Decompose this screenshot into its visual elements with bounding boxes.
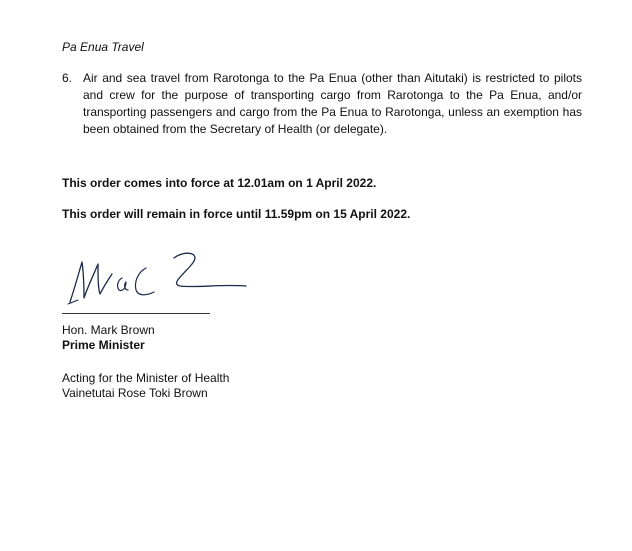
- acting-line: Acting for the Minister of Health: [62, 371, 230, 385]
- clause-text: Air and sea travel from Rarotonga to the Pa Enua (other than Aitutaki) is restricted to pilots and crew for the purpose of transporting cargo from Rarotonga to the Pa Enua, and/or transporting passengers and cargo from the Pa Enua to Rarotonga, unless an exemption has been obtained from the Secretary of Health (or delegate).: [83, 71, 582, 136]
- in-force-statement: This order comes into force at 12.01am on 1 April 2022.: [62, 176, 377, 190]
- remain-in-force-statement: This order will remain in force until 11.59pm on 15 April 2022.: [62, 207, 411, 221]
- signatory-name: Hon. Mark Brown: [62, 323, 155, 337]
- signatory-title: Prime Minister: [62, 338, 145, 352]
- signature-line: [62, 313, 210, 314]
- clause-6: [62, 70, 582, 138]
- clause-number: 6.: [62, 71, 73, 85]
- handwritten-signature: [62, 246, 252, 312]
- acting-name: Vainetutai Rose Toki Brown: [62, 386, 208, 400]
- section-heading: Pa Enua Travel: [62, 40, 144, 54]
